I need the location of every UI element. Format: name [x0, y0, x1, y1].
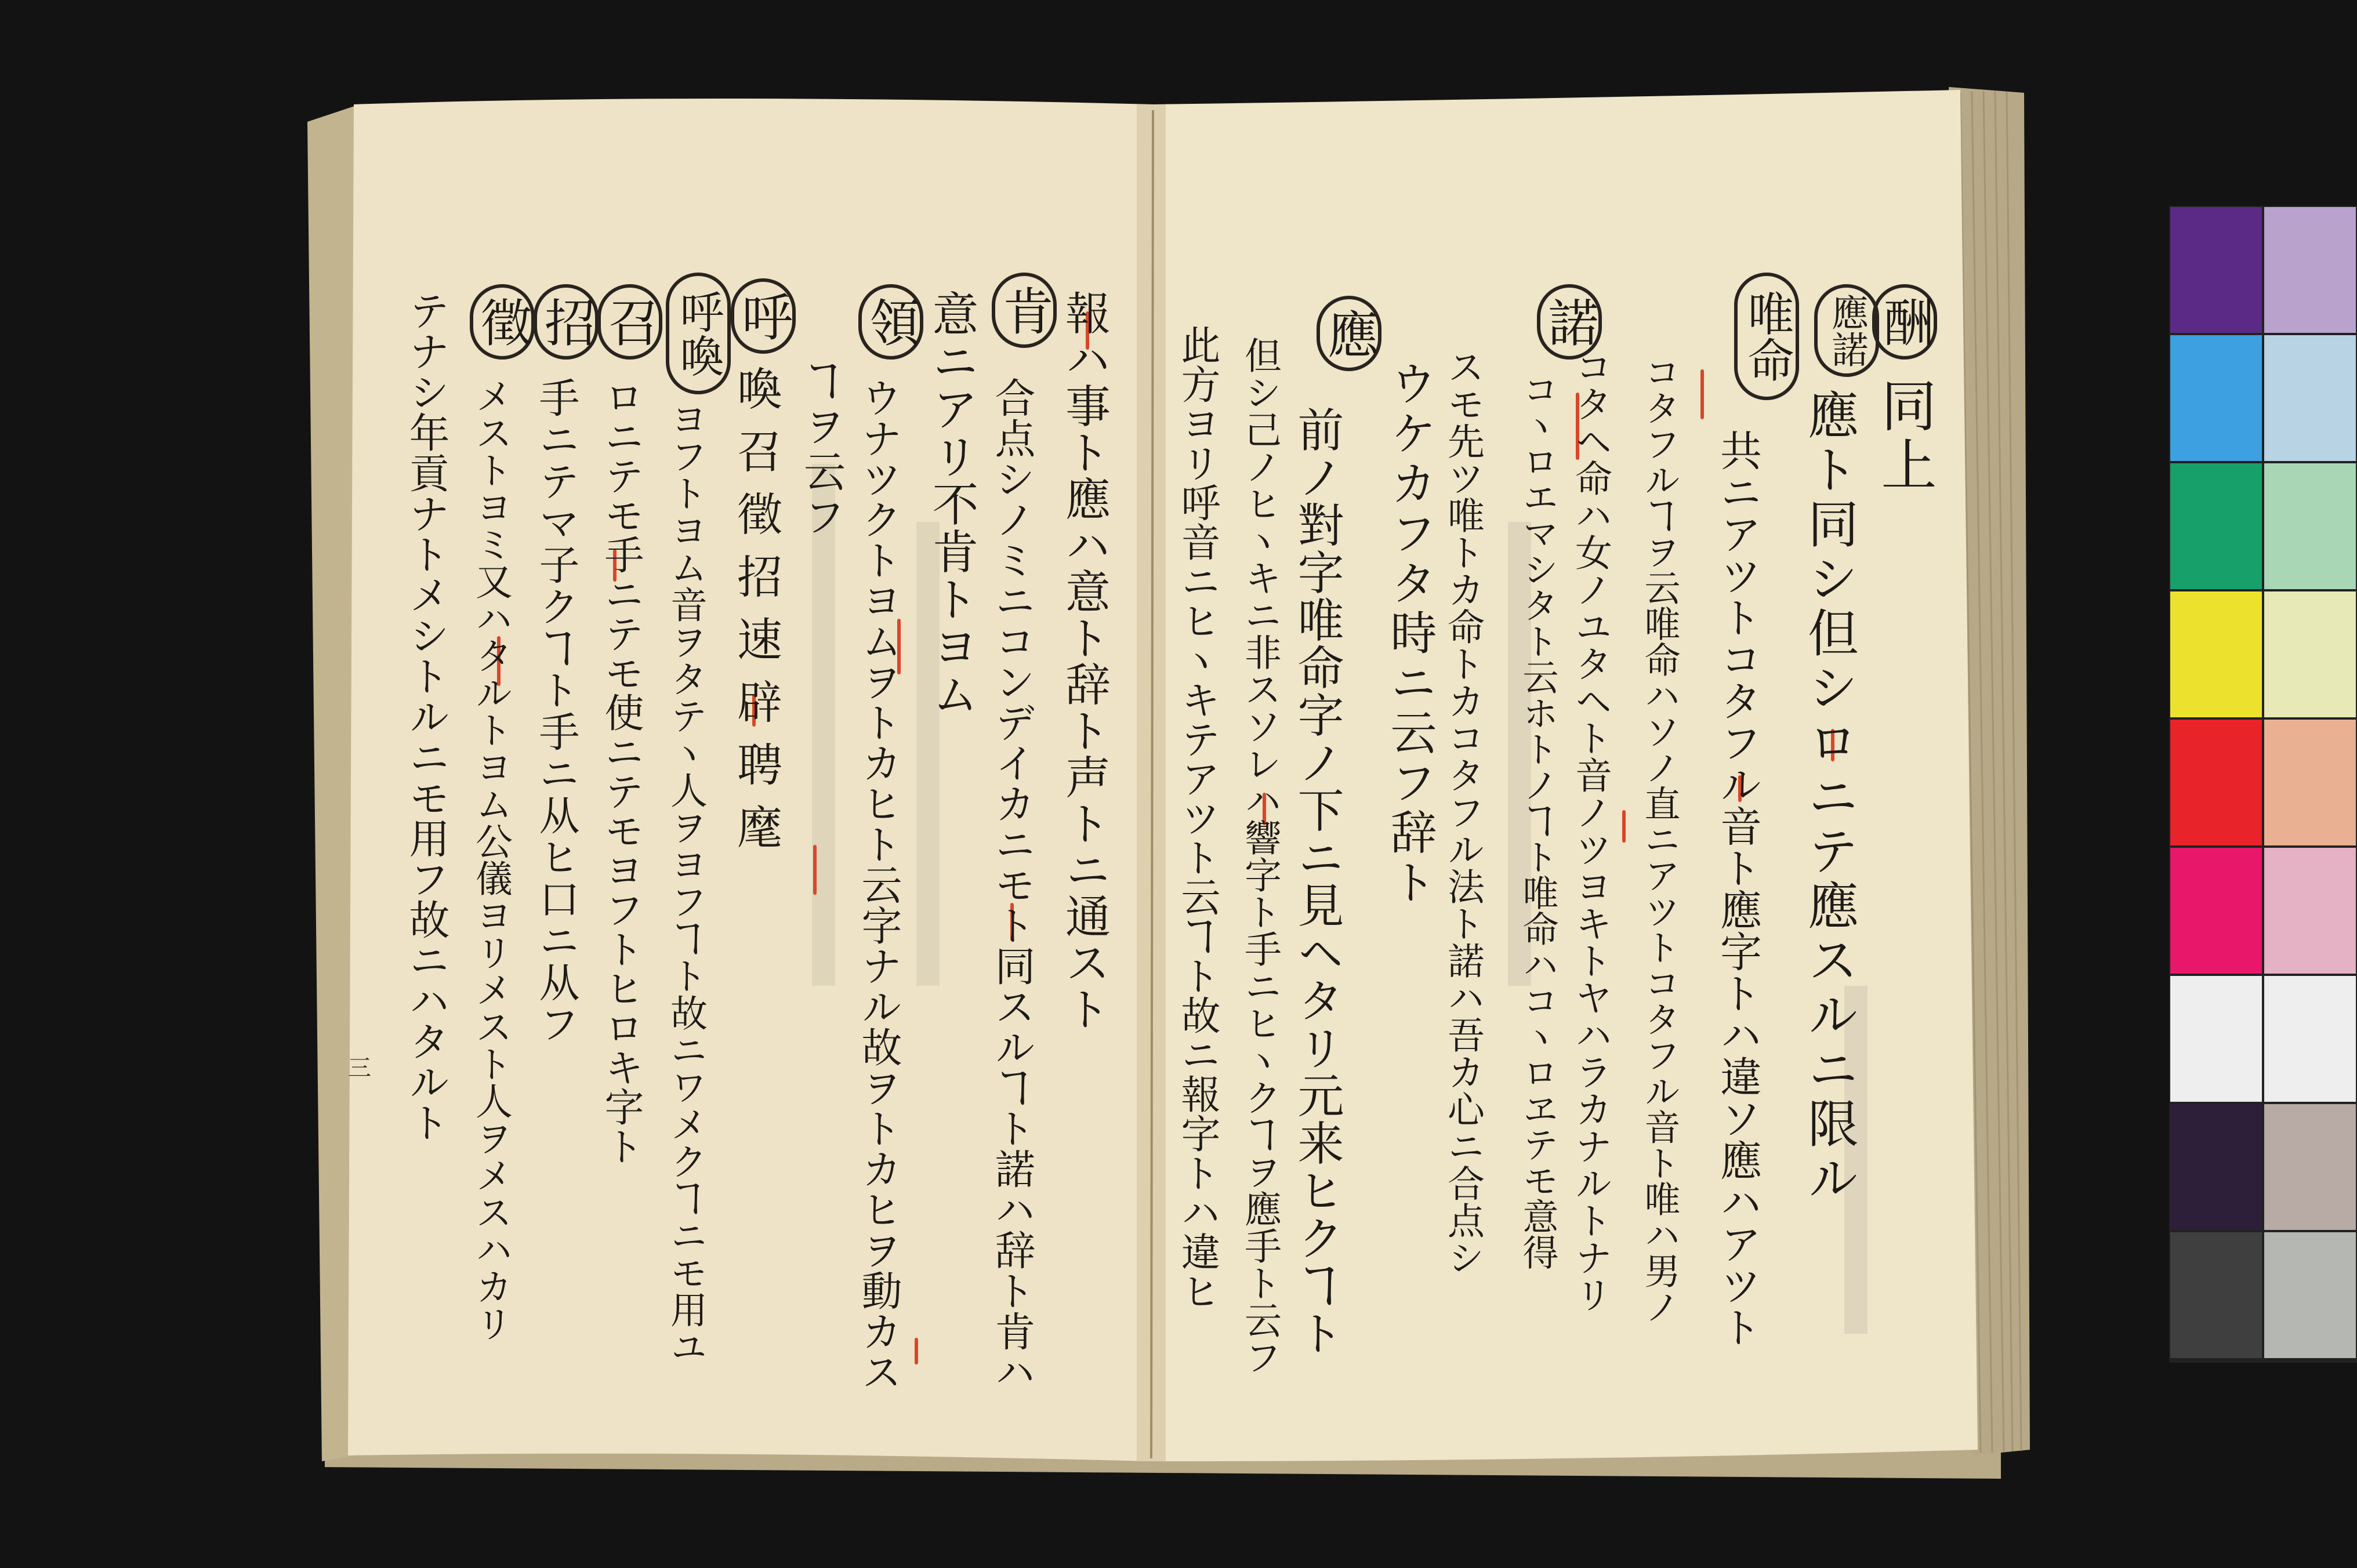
right-col-6: スモ先ツ唯トカ命トカコタフル法ト諾ハ吾カ心ニ合点シ [1441, 348, 1484, 1276]
headword-row-3: 徵 [730, 491, 782, 553]
right-col-2: 共ニアツトコタフル音ト應字トハ違ソ應ハアツト [1713, 429, 1762, 1348]
headword-row-5: 速 [730, 616, 782, 678]
color-chip [2264, 976, 2356, 1102]
headword-left-5-text: 召 [600, 296, 660, 347]
color-checker [2169, 206, 2357, 1363]
headword-left-2-text: 領 [861, 296, 921, 347]
color-chip [2264, 463, 2356, 589]
headword-left-7-text: 徵 [473, 296, 532, 347]
right-col-4: コタヘ命ハ女ノユタヘト音ノツヨキトヤハラカナルトナリ [1569, 348, 1612, 1313]
gloss-right-1-text: 同上 [1872, 377, 1937, 495]
color-chip [2264, 848, 2356, 974]
right-col-3: コタフルヿヲ云唯命ハソノ直ニアツトコタフル音ト唯ハ男ノ [1638, 354, 1681, 1324]
right-col-9: 但シ己ノヒヽキニ非スソレハ響字ト手ニヒヽクヿヲ應手ト云フ [1238, 336, 1281, 1375]
headword-right-2 [1814, 284, 1879, 377]
headword-row-6: 辟 [730, 678, 782, 741]
headword-left-2 [858, 284, 923, 360]
left-col-4: ウナツクトヨムヲトカヒト云字ナル故ヲトカヒヲ動カス [855, 377, 902, 1392]
headword-right-1 [1872, 284, 1937, 360]
right-col-5: コヽロエマシタト云ホトノヿト唯命ハコヽロヱテモ意得 [1517, 371, 1559, 1270]
color-chip [2264, 591, 2356, 717]
headword-row [730, 365, 782, 866]
headword-row-4: 招 [730, 553, 782, 616]
headword-left-6 [534, 284, 599, 360]
color-chip [2170, 1232, 2262, 1358]
headword-right-5 [1317, 296, 1381, 371]
color-chip [2170, 335, 2262, 461]
headword-left-6-text: 招 [536, 296, 596, 347]
headword-row-8: 麾 [730, 804, 782, 866]
left-col-9: メストヨミ又ハタルトヨム公儀ヨリメスト人ヲメスハカリ [469, 377, 512, 1342]
left-col-7: ロニテモ手ニテモ使ニテモヨフトヒロキ字ト [598, 377, 644, 1166]
color-chip [2264, 1104, 2356, 1230]
color-chip [2170, 591, 2262, 717]
headword-right-1-text: 酬 [1875, 296, 1935, 347]
color-chip [2264, 207, 2356, 333]
headword-right-4-text: 諾 [1540, 296, 1600, 347]
headword-right-2-text: 應諾 [1825, 293, 1868, 368]
color-chip [2264, 720, 2356, 845]
left-col-5: ヿヲ云フ [797, 360, 846, 540]
headword-right-3 [1734, 273, 1799, 400]
headword-right-3-text: 唯命 [1740, 290, 1794, 383]
color-chip [2170, 976, 2262, 1102]
headword-row-1: 喚 [730, 365, 782, 428]
right-col-10: 此方ヨリ呼音ニヒヽキテアツト云ヿト故ニ報字トハ違ヒ [1174, 325, 1220, 1311]
color-chip [2264, 335, 2356, 461]
page-number: 三 [348, 1055, 371, 1081]
headword-left-4 [666, 273, 731, 394]
left-col-8: 手ニテマ子クヿト手ニ从ヒ口ニ从フ [532, 377, 580, 1045]
left-col-10: テナシ年貢ナトメシトルニモ用フ故ニハタルト [402, 290, 450, 1142]
headword-left-7 [470, 284, 535, 360]
color-chip [2170, 848, 2262, 974]
gloss-right-1 [1872, 377, 1937, 495]
left-col-6: ヨフトヨム音ヲタテヽ人ヲヨフヿト故ニワメクヿニモ用ユ [664, 400, 707, 1365]
headword-row-7: 聘 [730, 741, 782, 804]
headword-left-4-text: 呼喚 [673, 289, 724, 378]
color-chip [2170, 463, 2262, 589]
headword-left-5 [597, 284, 662, 360]
right-col-1: 應ト同シ但シロニテ應スルニ限ル [1800, 389, 1859, 1206]
headword-left-3-text: 呼 [734, 291, 793, 342]
headword-left-1-text: 肯 [995, 285, 1054, 336]
color-chip [2264, 1232, 2356, 1358]
color-chip [2170, 1104, 2262, 1230]
left-col-3: 意ニアリ不肯トヨム [924, 290, 978, 718]
color-chip [2170, 720, 2262, 845]
headword-left-1 [992, 273, 1057, 348]
left-col-1: 報ハ事ト應ハ意ト辞ト声トニ通スト [1058, 290, 1110, 1032]
right-col-8: 前ノ對字唯命字ノ下ニ見ヘタリ元来ヒクヿト [1290, 406, 1344, 1357]
headword-row-2: 召 [730, 428, 782, 491]
headword-left-3 [731, 278, 796, 354]
left-col-2: 合点シノミニコンデイカニモト同スルヿト諾ハ辞ト肯ハ [988, 377, 1036, 1392]
headword-right-5-text: 應 [1319, 308, 1379, 359]
right-col-7: ウケカフタ時ニ云フ辞ト [1383, 360, 1437, 908]
color-chip [2170, 207, 2262, 333]
